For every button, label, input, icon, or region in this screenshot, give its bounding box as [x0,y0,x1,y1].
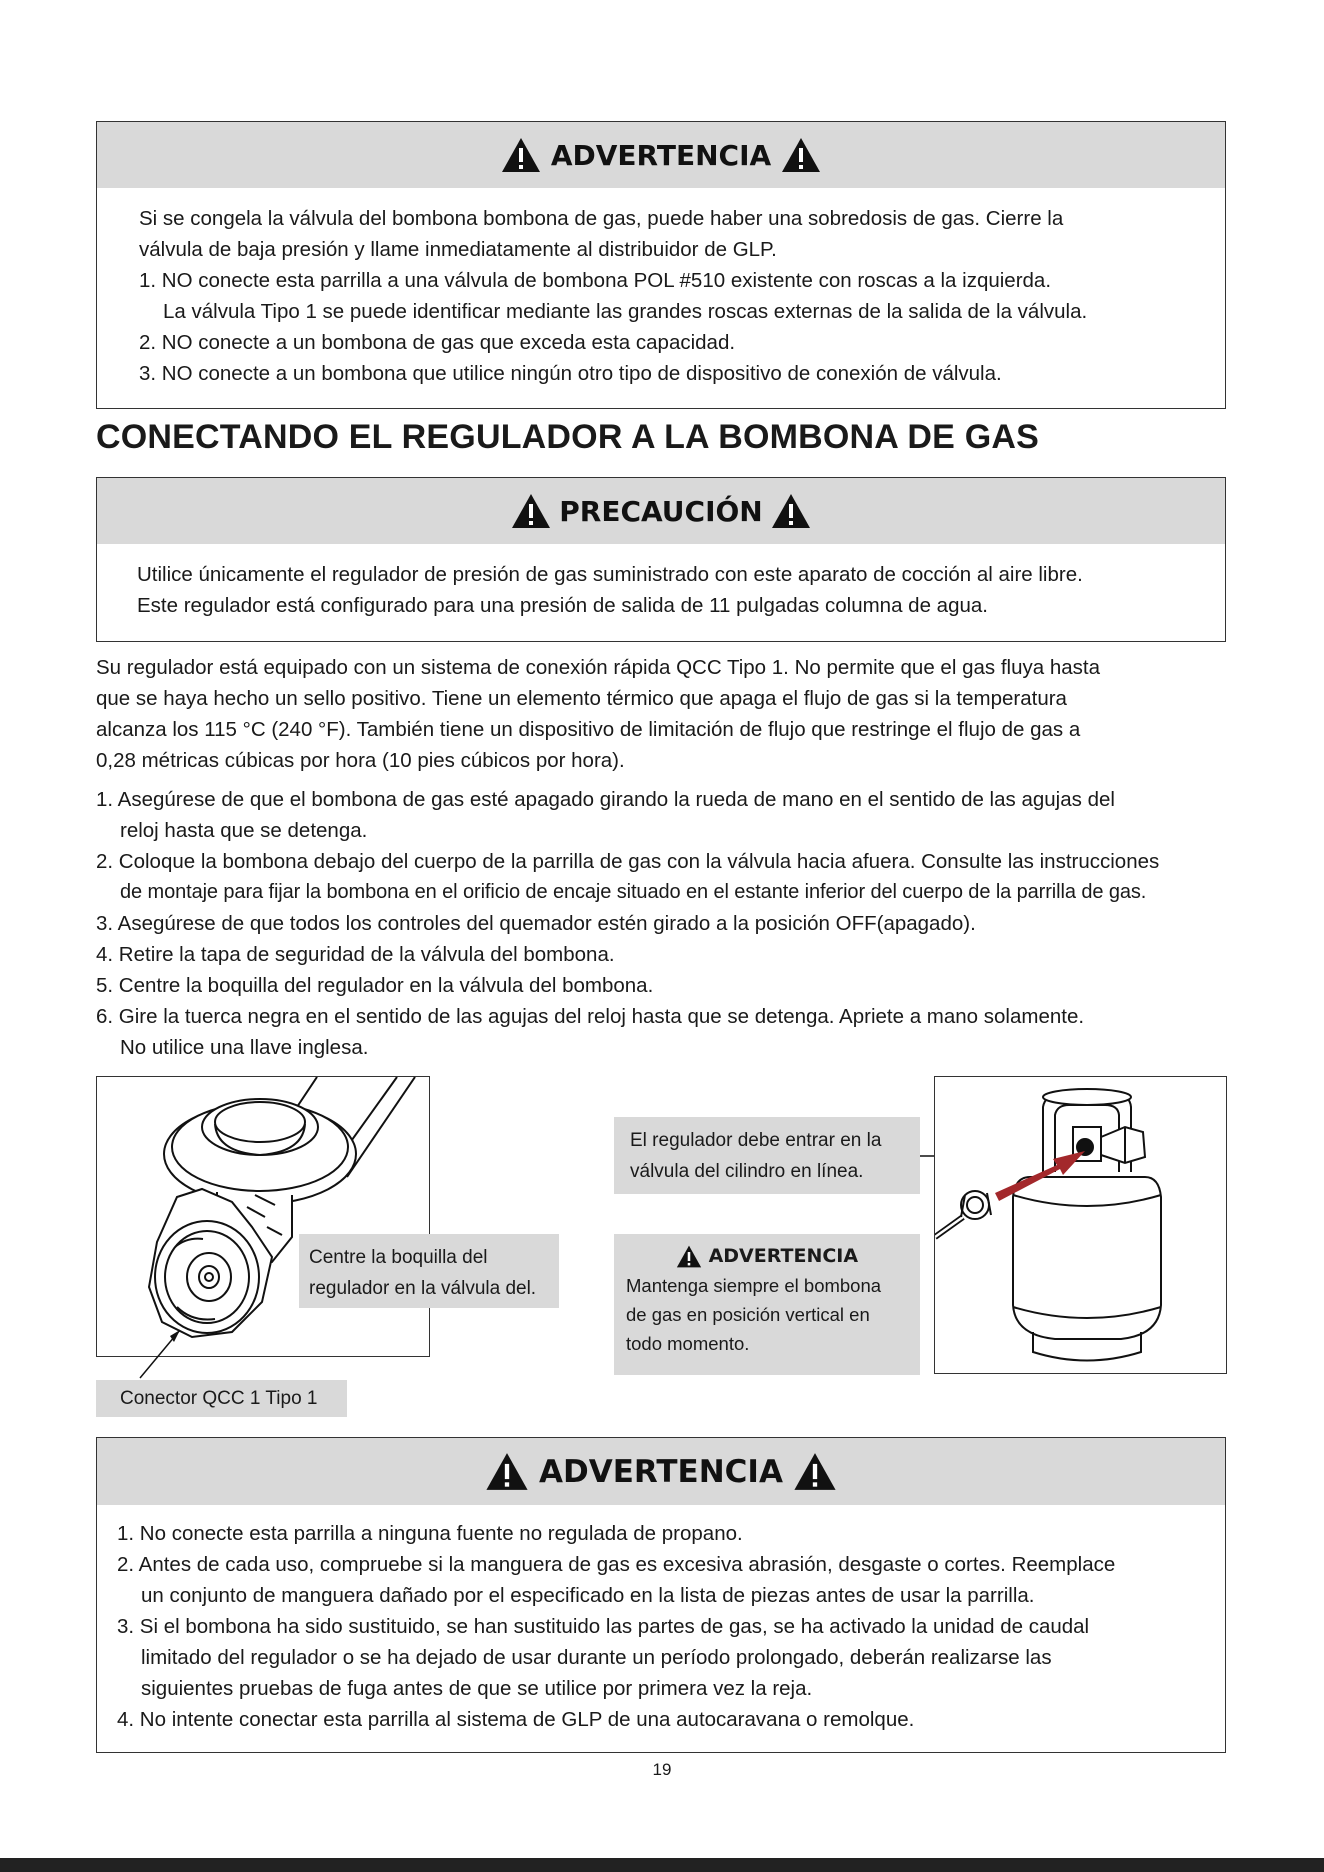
connector-pointer-line [130,1320,190,1382]
label-line: regulador en la válvula del. [309,1278,537,1299]
side-warning-title: ADVERTENCIA [708,1245,859,1267]
label-connector [96,1380,347,1417]
label-center-nozzle [299,1234,559,1308]
warning-line: limitado del regulador o se ha dejado de usar durante un período prolongado, deberán realizarse las [141,1646,1052,1669]
side-warning-line: de gas en posición vertical en [626,1304,870,1325]
step-item [96,1001,1236,1063]
warning-line: La válvula Tipo 1 se puede identificar mediante las grandes roscas externas de la salida de la válvula. [163,300,1088,323]
intro-line: Su regulador está equipado con un sistema de conexión rápida QCC Tipo 1. No permite que el gas fluya hasta [96,656,1100,679]
warning-line: 2. NO conecte a un bombona de gas que exceda esta capacidad. [139,331,736,354]
warning-line: 4. No intente conectar esta parrilla al sistema de GLP de una autocaravana o remolque. [117,1708,915,1731]
caution-line: Utilice únicamente el regulador de presión de gas suministrado con este aparato de cocción al aire libre. [137,563,1083,586]
warning-body-2 [97,1505,1225,1735]
intro-paragraph [96,652,1236,776]
warning-line: 1. NO conecte esta parrilla a una válvula de bombona POL #510 existente con roscas a la izquierda. [139,269,1052,292]
label-line: El regulador debe entrar en la [630,1130,882,1151]
side-warning-header [614,1242,920,1271]
warning-line: 1. No conecte esta parrilla a ninguna fuente no regulada de propano. [117,1522,743,1545]
warning-triangle-icon [781,137,821,173]
regulator-illustration [97,1077,430,1357]
step-text: 6. Gire la tuerca negra en el sentido de las agujas del reloj hasta que se detenga. Apriete a mano solamente. [96,1005,1085,1028]
warning-triangle-icon [501,137,541,173]
caution-line: Este regulador está configurado para una presión de salida de 11 pulgadas columna de agua. [137,594,988,617]
side-warning-box [614,1234,920,1375]
regulator-figure [96,1076,430,1357]
steps-list [96,784,1236,1063]
bottom-rule [0,1858,1324,1872]
step-text: 5. Centre la boquilla del regulador en la válvula del bombona. [96,974,654,997]
label-inline [614,1117,920,1194]
label-line: válvula del cilindro en línea. [630,1161,864,1182]
step-subtext: de montaje para fijar la bombona en el orificio de encaje situado en el estante inferior del cuerpo de la parrilla de gas. [120,881,1147,903]
warning-box-2 [96,1437,1226,1753]
step-text: 4. Retire la tapa de seguridad de la válvula del bombona. [96,943,615,966]
step-item [96,908,1236,939]
warning-triangle-icon [485,1452,529,1491]
step-item [96,939,1236,970]
cylinder-figure [934,1076,1227,1374]
side-warning-line: todo momento. [626,1333,750,1354]
intro-line: alcanza los 115 °C (240 °F). También tiene un dispositivo de limitación de flujo que restringe el flujo de gas a [96,718,1081,741]
warning-body-1 [97,188,1225,389]
label-line: Centre la boquilla del [309,1247,488,1268]
warning-line: 2. Antes de cada uso, compruebe si la manguera de gas es excesiva abrasión, desgaste o cortes. Reemplace [117,1553,1116,1576]
warning-triangle-icon [511,493,551,529]
warning-box-1 [96,121,1226,409]
cylinder-illustration [935,1077,1227,1374]
caution-header-text: PRECAUCIÓN [559,494,763,528]
warning-line: siguientes pruebas de fuga antes de que se utilice por primera vez la reja. [141,1677,813,1700]
step-item [96,970,1236,1001]
step-subtext: reloj hasta que se detenga. [120,819,368,842]
warning-line: un conjunto de manguera dañado por el especificado en la lista de piezas antes de usar la parrilla. [141,1584,1035,1607]
warning-triangle-icon [793,1452,837,1491]
warning-line: válvula de baja presión y llame inmediatamente al distribuidor de GLP. [139,238,777,261]
warning-triangle-icon [676,1245,702,1268]
intro-line: 0,28 métricas cúbicas por hora (10 pies cúbicos por hora). [96,749,625,772]
warning-triangle-icon [771,493,811,529]
warning-header-1 [97,122,1225,188]
caution-header [97,478,1225,544]
warning-header-2 [97,1438,1225,1505]
step-subtext: No utilice una llave inglesa. [120,1036,369,1059]
warning-header-text: ADVERTENCIA [550,138,772,172]
side-warning-line: Mantenga siempre el bombona [626,1275,882,1296]
label-line: Conector QCC 1 Tipo 1 [120,1388,318,1409]
step-text: 3. Asegúrese de que todos los controles del quemador estén girado a la posición OFF(apagado). [96,912,976,935]
warning-line: Si se congela la válvula del bombona bombona de gas, puede haber una sobredosis de gas. Cierre la [139,207,1064,230]
step-text: 2. Coloque la bombona debajo del cuerpo de la parrilla de gas con la válvula hacia afuera. Consulte las instrucciones [96,850,1160,873]
caution-body [97,544,1225,621]
warning-header-text: ADVERTENCIA [539,1453,783,1490]
step-item [96,846,1236,908]
section-title: CONECTANDO EL REGULADOR A LA BOMBONA DE GAS [96,418,1039,456]
warning-line: 3. NO conecte a un bombona que utilice ningún otro tipo de dispositivo de conexión de válvula. [139,362,1002,385]
step-text: 1. Asegúrese de que el bombona de gas esté apagado girando la rueda de mano en el sentido de las agujas del [96,788,1115,811]
warning-line: 3. Si el bombona ha sido sustituido, se han sustituido las partes de gas, se ha activado la unidad de caudal [117,1615,1090,1638]
page-number: 19 [652,1760,672,1779]
caution-box [96,477,1226,642]
step-item [96,784,1236,846]
intro-line: que se haya hecho un sello positivo. Tiene un elemento térmico que apaga el flujo de gas si la temperatura [96,687,1067,710]
